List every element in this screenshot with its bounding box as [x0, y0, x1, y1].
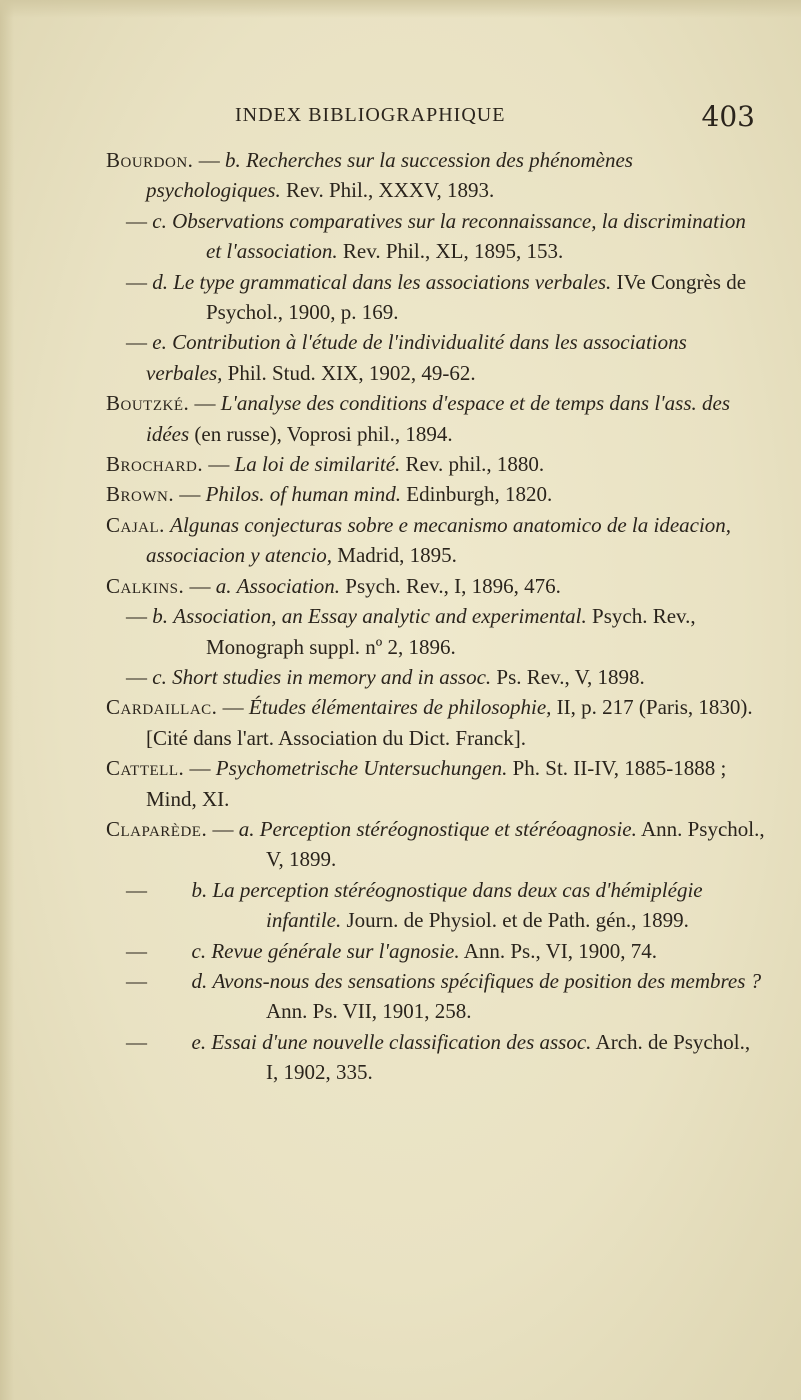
entry-dash: — — [179, 482, 201, 507]
entry-dash: — — [198, 148, 220, 172]
bib-entry — [106, 267, 766, 328]
entry-title: Contribution à l'étude de l'individualité dans les associations verbales, — [146, 330, 687, 385]
entry-mark: c. — [191, 938, 207, 963]
bib-entry — [106, 388, 766, 449]
entry-reference: Rev. Phil., XXXV, 1893. — [285, 178, 495, 203]
entry-dash: — — [126, 877, 147, 902]
entry-mark: d. — [152, 269, 168, 294]
bib-entry — [106, 753, 766, 814]
entry-reference: Journ. de Physiol. et de Path. gén., 1899. — [346, 908, 689, 933]
entry-title: La perception stéréognostique dans deux cas d'hémiplégie infantile. — [212, 877, 703, 933]
bib-entry — [106, 601, 766, 662]
entry-mark: a. — [238, 816, 255, 841]
bib-entry — [106, 145, 766, 206]
entry-title: Revue générale sur l'agnosie. — [211, 938, 460, 963]
entry-dash: — — [126, 604, 147, 629]
entry-reference: Arch. de Psychol., I, 1902, 335. — [266, 1029, 751, 1085]
entry-author: Calkins. — [106, 573, 185, 598]
entry-author: Boutzké. — [106, 391, 190, 416]
page-edge-shadow — [0, 0, 14, 1400]
bib-entry — [106, 875, 766, 936]
entry-dash: — — [126, 1029, 147, 1054]
entry-dash: — — [194, 391, 216, 416]
running-head-title: INDEX BIBLIOGRAPHIQUE — [235, 104, 506, 126]
bib-entry — [106, 327, 766, 388]
entry-author: Cajal. — [106, 512, 165, 537]
entry-title: Recherches sur la succession des phénomènes psychologiques. — [146, 148, 633, 203]
entry-dash: — — [222, 695, 244, 720]
entry-title: Observations comparatives sur la reconnaissance, la discrimination et l'association. — [172, 208, 746, 264]
entry-title: La loi de similarité. — [234, 452, 401, 477]
entry-mark: b. — [191, 877, 208, 902]
bib-entry — [106, 449, 766, 479]
entry-title: Études élémentaires de philosophie, — [248, 695, 552, 720]
bib-entry — [106, 206, 766, 267]
bib-entry — [106, 571, 766, 601]
entry-title: Le type grammatical dans les associations verbales. — [173, 269, 612, 294]
entry-mark: b. — [224, 148, 241, 172]
bib-entry — [106, 814, 766, 875]
entry-dash: — — [126, 664, 147, 689]
bib-entry — [106, 966, 766, 1027]
entry-title: Short studies in memory and in assoc. — [172, 664, 492, 689]
entry-reference: Edinburgh, 1820. — [406, 482, 553, 507]
bib-entry — [106, 662, 766, 692]
entry-title: Psychometrische Untersuchungen. — [215, 756, 508, 781]
entry-mark: c. — [152, 664, 167, 689]
entry-reference: Madrid, 1895. — [337, 543, 457, 568]
entry-title: Association, an Essay analytic and experimental. — [173, 604, 587, 629]
entry-title: Perception stéréognostique et stéréoagnosie. — [259, 816, 637, 841]
entry-author: Brochard. — [106, 452, 204, 477]
entry-dash: — — [126, 269, 147, 294]
entry-mark: a. — [215, 573, 232, 598]
entry-dash: — — [126, 968, 147, 993]
entry-reference: IVe Congrès de Psychol., 1900, p. 169. — [206, 269, 747, 325]
entry-author: Cattell. — [106, 756, 185, 781]
entry-dash: — — [212, 816, 234, 841]
entry-title: Algunas conjecturas sobre e mecanismo anatomico de la ideacion, associacion y atencio, — [146, 512, 732, 568]
entry-reference: Psych. Rev., I, 1896, 476. — [345, 573, 561, 598]
bibliography-list — [106, 145, 766, 1088]
entry-dash: — — [126, 330, 147, 355]
page-number: 403 — [701, 100, 755, 133]
entry-title: Avons-nous des sensations spécifiques de position des membres ? — [212, 968, 762, 993]
entry-author: Cardaillac. — [106, 695, 218, 720]
entry-reference: Ann. Psychol., V, 1899. — [266, 816, 765, 872]
entry-mark: c. — [152, 208, 167, 233]
entry-dash: — — [126, 938, 147, 963]
entry-reference: Phil. Stud. XIX, 1902, 49-62. — [227, 360, 476, 385]
entry-reference: (en russe), Voprosi phil., 1894. — [194, 421, 453, 446]
entry-title: Essai d'une nouvelle classification des assoc. — [211, 1029, 592, 1054]
bib-entry — [106, 692, 766, 753]
entry-reference: Ph. St. II-IV, 1885-1888 ; Mind, XI. — [146, 756, 727, 811]
page-top-shadow — [0, 0, 801, 18]
entry-title: Association. — [236, 573, 341, 598]
entry-mark: d. — [191, 968, 208, 993]
entry-dash: — — [208, 452, 230, 477]
entry-dash: — — [189, 756, 211, 781]
entry-reference: Ann. Ps., VI, 1900, 74. — [463, 938, 657, 963]
entry-title: L'analyse des conditions d'espace et de temps dans l'ass. des idées — [146, 391, 730, 446]
entry-dash: — — [126, 208, 147, 233]
entry-author: Brown. — [106, 482, 175, 507]
entry-mark: b. — [152, 604, 168, 629]
bib-entry — [106, 936, 766, 966]
entry-reference: Psych. Rev., Monograph suppl. nº 2, 1896. — [206, 604, 696, 659]
bib-entry — [106, 1027, 766, 1088]
entry-author: Claparède. — [106, 816, 208, 841]
entry-dash: — — [189, 573, 211, 598]
entry-author: Bourdon. — [106, 148, 194, 172]
entry-reference: Rev. phil., 1880. — [405, 452, 545, 477]
entry-reference: Ps. Rev., V, 1898. — [496, 664, 645, 689]
entry-title: Philos. of human mind. — [205, 482, 402, 507]
entry-reference: Ann. Ps. VII, 1901, 258. — [266, 999, 472, 1024]
bib-entry — [106, 479, 766, 509]
bib-entry — [106, 510, 766, 571]
entry-mark: e. — [191, 1029, 207, 1054]
entry-reference: Rev. Phil., XL, 1895, 153. — [342, 239, 564, 264]
entry-reference: II, p. 217 (Paris, 1830). [Cité dans l'art. Association du Dict. Franck]. — [146, 695, 753, 750]
running-head — [235, 100, 755, 140]
entry-mark: e. — [152, 330, 167, 355]
